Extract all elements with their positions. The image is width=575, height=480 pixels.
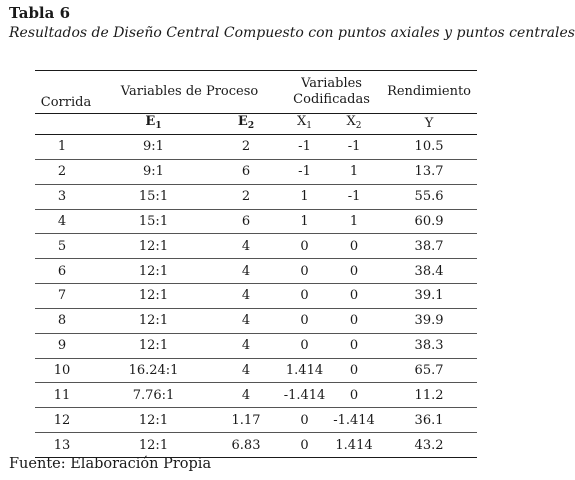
cell-y: 55.6 bbox=[381, 184, 477, 209]
header-x2-letter: X bbox=[346, 114, 356, 129]
header-e2 bbox=[210, 114, 282, 135]
header-corrida: Corrida bbox=[40, 95, 92, 110]
cell-e2: 2 bbox=[210, 184, 282, 209]
cell-y: 13.7 bbox=[381, 159, 477, 184]
cell-corrida: 9 bbox=[35, 333, 97, 358]
header-x1-sub: 1 bbox=[306, 121, 313, 131]
cell-e2: 4 bbox=[210, 308, 282, 333]
cell-y: 65.7 bbox=[381, 358, 477, 383]
cell-corrida: 12 bbox=[35, 408, 97, 433]
cell-y: 39.9 bbox=[381, 308, 477, 333]
cell-y: 38.4 bbox=[381, 259, 477, 284]
cell-x2: 1 bbox=[327, 159, 381, 184]
table-body bbox=[35, 135, 477, 458]
header-x1 bbox=[282, 114, 327, 135]
cell-y: 60.9 bbox=[381, 209, 477, 234]
cell-e1: 12:1 bbox=[97, 408, 210, 433]
table-row bbox=[35, 159, 477, 184]
cell-corrida: 2 bbox=[35, 159, 97, 184]
cell-e1: 9:1 bbox=[97, 135, 210, 160]
cell-corrida: 10 bbox=[35, 358, 97, 383]
cell-y: 38.7 bbox=[381, 234, 477, 259]
header-variables-codificadas-line1: Variables bbox=[301, 76, 362, 91]
table-row bbox=[35, 433, 477, 458]
cell-y: 10.5 bbox=[381, 135, 477, 160]
cell-corrida: 3 bbox=[35, 184, 97, 209]
cell-e2: 4 bbox=[210, 383, 282, 408]
table-row bbox=[35, 234, 477, 259]
cell-y: 38.3 bbox=[381, 333, 477, 358]
cell-corrida: 5 bbox=[35, 234, 97, 259]
header-e1 bbox=[97, 114, 210, 135]
header-variables-codificadas bbox=[282, 71, 381, 114]
cell-x2: 0 bbox=[327, 333, 381, 358]
cell-e2: 4 bbox=[210, 259, 282, 284]
cell-e1: 12:1 bbox=[97, 308, 210, 333]
cell-corrida: 4 bbox=[35, 209, 97, 234]
cell-y: 43.2 bbox=[381, 433, 477, 458]
header-blank bbox=[35, 114, 97, 135]
header-e1-sub: 1 bbox=[155, 121, 162, 131]
table-row bbox=[35, 308, 477, 333]
table-row bbox=[35, 408, 477, 433]
cell-e1: 15:1 bbox=[97, 184, 210, 209]
cell-e1: 7.76:1 bbox=[97, 383, 210, 408]
cell-e2: 6 bbox=[210, 159, 282, 184]
cell-x1: -1.414 bbox=[282, 383, 327, 408]
cell-e2: 6.83 bbox=[210, 433, 282, 458]
header-rendimiento: Rendimiento bbox=[387, 84, 471, 99]
header-variables-codificadas-line2: Codificadas bbox=[293, 92, 370, 107]
cell-y: 39.1 bbox=[381, 284, 477, 309]
header-x1-letter: X bbox=[297, 114, 307, 129]
cell-x2: 0 bbox=[327, 383, 381, 408]
table-row bbox=[35, 284, 477, 309]
cell-e1: 12:1 bbox=[97, 333, 210, 358]
header-y: Y bbox=[381, 114, 477, 135]
cell-x1: 0 bbox=[282, 308, 327, 333]
cell-x2: 0 bbox=[327, 234, 381, 259]
cell-corrida: 8 bbox=[35, 308, 97, 333]
table-row bbox=[35, 259, 477, 284]
table-row bbox=[35, 209, 477, 234]
cell-x1: -1 bbox=[282, 135, 327, 160]
cell-e1: 12:1 bbox=[97, 433, 210, 458]
header-variables-proceso: Variables de Proceso bbox=[120, 84, 259, 99]
cell-e2: 4 bbox=[210, 234, 282, 259]
cell-e2: 2 bbox=[210, 135, 282, 160]
cell-x2: -1 bbox=[327, 184, 381, 209]
cell-x1: 0 bbox=[282, 333, 327, 358]
cell-corrida: 7 bbox=[35, 284, 97, 309]
cell-x1: 1 bbox=[282, 184, 327, 209]
cell-x1: 0 bbox=[282, 259, 327, 284]
table-row bbox=[35, 383, 477, 408]
results-table bbox=[35, 70, 477, 458]
table-subtitle: Resultados de Diseño Central Compuesto con puntos axiales y puntos centrales bbox=[9, 25, 575, 41]
cell-x2: 0 bbox=[327, 308, 381, 333]
cell-corrida: 1 bbox=[35, 135, 97, 160]
cell-e1: 16.24:1 bbox=[97, 358, 210, 383]
cell-e1: 15:1 bbox=[97, 209, 210, 234]
cell-e1: 12:1 bbox=[97, 284, 210, 309]
cell-x2: 0 bbox=[327, 284, 381, 309]
table-source: Fuente: Elaboración Propia bbox=[9, 456, 212, 472]
cell-x2: 0 bbox=[327, 358, 381, 383]
cell-x2: 0 bbox=[327, 259, 381, 284]
table-row bbox=[35, 333, 477, 358]
cell-e2: 4 bbox=[210, 284, 282, 309]
header-e2-sub: 2 bbox=[247, 121, 255, 131]
cell-corrida: 6 bbox=[35, 259, 97, 284]
header-e2-letter: E bbox=[237, 114, 248, 129]
cell-x1: 1.414 bbox=[282, 358, 327, 383]
cell-x1: 0 bbox=[282, 284, 327, 309]
cell-e2: 1.17 bbox=[210, 408, 282, 433]
cell-x1: -1 bbox=[282, 159, 327, 184]
cell-x1: 0 bbox=[282, 433, 327, 458]
cell-e1: 12:1 bbox=[97, 234, 210, 259]
table-row bbox=[35, 358, 477, 383]
cell-x1: 1 bbox=[282, 209, 327, 234]
cell-corrida: 11 bbox=[35, 383, 97, 408]
cell-y: 11.2 bbox=[381, 383, 477, 408]
cell-x1: 0 bbox=[282, 408, 327, 433]
cell-e2: 4 bbox=[210, 358, 282, 383]
table-row bbox=[35, 135, 477, 160]
cell-x2: -1 bbox=[327, 135, 381, 160]
table-title: Tabla 6 bbox=[9, 4, 71, 22]
cell-e1: 12:1 bbox=[97, 259, 210, 284]
cell-e2: 6 bbox=[210, 209, 282, 234]
header-x2 bbox=[327, 114, 381, 135]
cell-x2: 1.414 bbox=[327, 433, 381, 458]
cell-x1: 0 bbox=[282, 234, 327, 259]
cell-y: 36.1 bbox=[381, 408, 477, 433]
header-x2-sub: 2 bbox=[355, 121, 362, 131]
cell-x2: -1.414 bbox=[327, 408, 381, 433]
table-row bbox=[35, 184, 477, 209]
cell-x2: 1 bbox=[327, 209, 381, 234]
header-e1-letter: E bbox=[145, 114, 156, 129]
cell-e2: 4 bbox=[210, 333, 282, 358]
cell-corrida: 13 bbox=[35, 433, 97, 458]
cell-e1: 9:1 bbox=[97, 159, 210, 184]
